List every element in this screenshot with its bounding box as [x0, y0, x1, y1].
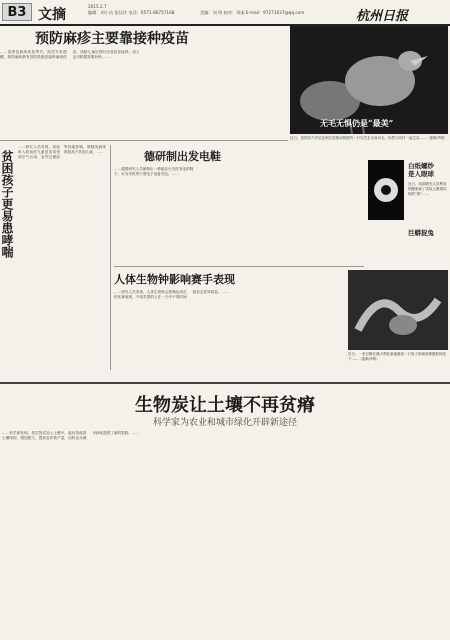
article-soil [0, 386, 450, 640]
photo-python [348, 270, 448, 350]
photo-eye [368, 160, 404, 220]
staff-line-2: 美编：刘 明 校对：刘丽 E-mail：97271637@qq.com [200, 10, 305, 15]
article-body: ……德国研究人员研制出一种能在行走时发电的鞋子，可为手机等小型电子设备充电。…… [114, 167, 194, 177]
photo-bird [290, 26, 448, 134]
photo-title: 无毛无惧仍是“最美” [320, 118, 394, 128]
article-vaccine [0, 28, 285, 136]
divider [114, 266, 364, 267]
headline: 预防麻疹主要靠接种疫苗 [35, 31, 189, 47]
headline: 生物炭让土壤不再贫瘠 [135, 395, 315, 416]
photo-caption: 近日，美国宾夕法尼亚州匹兹堡动物园内一只鸟失去全身羽毛，仍然与同伴一起生活……（据新华网） [290, 136, 448, 140]
article-sitting [114, 145, 364, 265]
divider [0, 140, 288, 141]
article-body: ……科学家发现，将生物炭加入土壤中，能有效改善土壤结构，增加肥力，提高农作物产量，同时也为城市绿化提供了新的思路。…… [2, 431, 140, 441]
photo-title: 白纸螺纱 是人眼球 [408, 162, 434, 178]
staff-line: 编辑：胡小洁 张佳玲 电话：0571-86757168 [88, 10, 175, 15]
masthead: 杭州日报 [356, 9, 409, 24]
photo-title-2: 巨蟒捉兔 [408, 229, 434, 237]
article-human [114, 268, 344, 378]
photo-caption: 近日，英国研究人员利用细胞制成了类似人眼球结构的“纸”…… [408, 182, 447, 196]
section-name: 文摘 [38, 7, 66, 23]
subheadline: 科学家为农业和城市绿化开辟新途径 [152, 418, 297, 428]
page-header [0, 0, 450, 26]
article-body: ……研究人员发现，人体生物钟会影响运动员的比赛表现，不同类型的人在一天中不同时间段状态差异明显。…… [114, 290, 229, 300]
divider [110, 145, 111, 370]
headline: 德研制出发电鞋 [144, 150, 221, 163]
article-poverty [0, 145, 108, 375]
headline: 人体生物钟影响赛手表现 [114, 273, 235, 286]
page-number: B3 [2, 3, 32, 21]
photo-caption: 近日，一条巨蟒在澳大利亚某地捕食一只兔子的画面被摄影师拍下……（据新华网） [348, 352, 446, 361]
headline: 贫困孩子更易患哮喘 [0, 150, 14, 258]
divider [0, 382, 450, 384]
date: 2015.2.7 [88, 4, 107, 9]
article-body: ……研究人员发现，家庭收入较低的儿童更容易受到空气污染、室内过敏原等因素影响，哮喘发病率明显高于其他儿童。…… [18, 145, 106, 160]
article-body: ……春季是麻疹高发季节，疾控专家提醒，预防麻疹最有效的措施是接种麻疹疫苗。适龄儿童应按时完成疫苗接种，成人也可根据需要补种。…… [0, 50, 140, 60]
header-meta [88, 4, 174, 16]
